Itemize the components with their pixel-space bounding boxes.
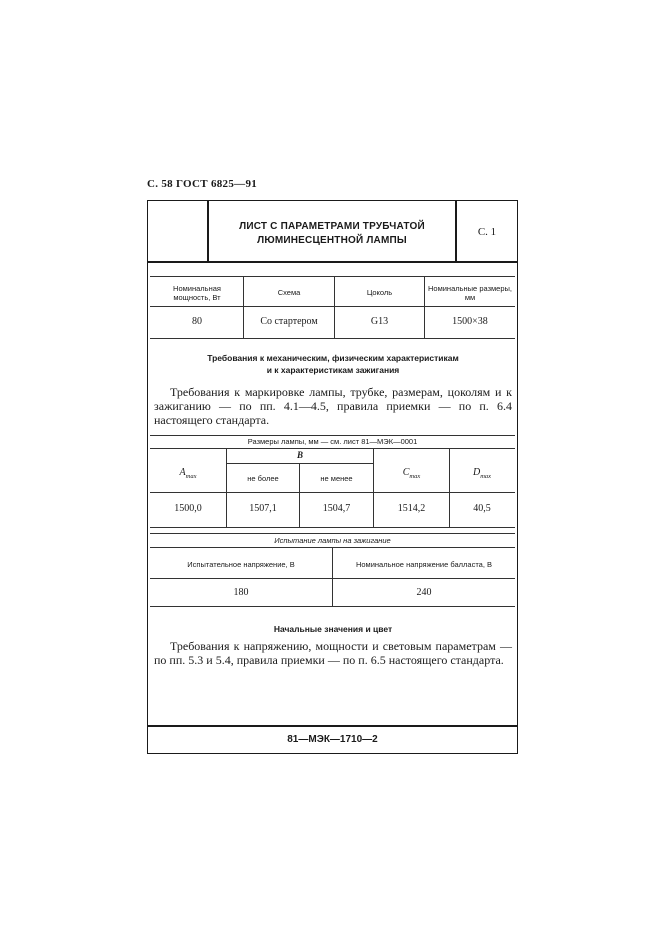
table2-cell-c: 1514,2: [397, 503, 426, 514]
section1-heading: [150, 352, 516, 376]
title-line-2: ЛЮМИНЕСЦЕНТНОЙ ЛАМПЫ: [257, 235, 407, 246]
table2-header-c-letter: C: [402, 467, 410, 478]
page-header: С. 58 ГОСТ 6825—91: [147, 178, 258, 190]
table1-header-base: Цоколь: [366, 288, 393, 297]
title-bottom-line: [147, 261, 518, 263]
footer-line: [147, 725, 518, 727]
table2-cell-b1: 1507,1: [249, 503, 277, 514]
table1-cell-power: 80: [192, 316, 202, 327]
document-title: [208, 220, 456, 248]
table3-header-ballast-voltage: Номинальное напряжение балласта, В: [355, 560, 493, 569]
table2-caption: Размеры лампы, мм — см. лист 81—МЭК—0001: [247, 437, 418, 446]
title-line-1: ЛИСТ С ПАРАМЕТРАМИ ТРУБЧАТОЙ: [239, 221, 425, 232]
table2-header-d-letter: D: [472, 467, 481, 478]
table2-header-d-sub: max: [480, 473, 492, 480]
table1-col-sep-2: [334, 276, 335, 338]
table1-top: [150, 276, 515, 277]
table3-bottom: [150, 606, 515, 607]
table1-header-size: Номинальные размеры, мм: [428, 284, 512, 302]
table2-cell-d: 40,5: [473, 503, 491, 514]
table2-header-d: [451, 467, 513, 480]
section1-paragraph: Требования к маркировке лампы, трубке, размерам, цоколям и к зажиганию — по пп. 4.1—4.5, правила приемки — по п. 6.4 настоящего стандарта.: [154, 385, 512, 427]
table3-top: [150, 533, 515, 534]
table3-caption: Испытание лампы на зажигание: [274, 536, 391, 545]
table2-col-sep-1: [226, 448, 227, 527]
table3-col-sep: [332, 547, 333, 606]
table2-header-a-sub: max: [185, 473, 197, 480]
table2-cell-a: 1500,0: [174, 503, 202, 514]
table2-bottom: [150, 527, 515, 528]
table2-col-sep-2: [299, 463, 300, 527]
section2-heading: Начальные значения и цвет: [273, 624, 393, 634]
sheet-number: С. 1: [477, 226, 497, 238]
table2-top: [150, 435, 515, 436]
table2-header-c-sub: max: [409, 473, 421, 480]
table1-header-power: Номинальная мощность, Вт: [173, 284, 221, 302]
table3-cell-ballast-voltage: 240: [416, 587, 432, 598]
table2-header-c: [375, 467, 448, 480]
table2-header-b2: не менее: [320, 474, 353, 483]
table1-bottom: [150, 338, 515, 339]
footer-code: 81—МЭК—1710—2: [287, 734, 378, 745]
table2-header-bottom: [150, 492, 515, 493]
table2-header-a-letter: A: [179, 467, 186, 478]
table2-header-b: [228, 450, 372, 460]
table3-cell-test-voltage: 180: [233, 587, 249, 598]
table3-header-test-voltage: Испытательное напряжение, В: [187, 560, 295, 569]
table1-cell-size: 1500×38: [452, 316, 488, 327]
table1-col-sep-3: [424, 276, 425, 338]
table2-header-a: [152, 467, 224, 480]
table1-col-sep-1: [243, 276, 244, 338]
table2-header-b-letter: B: [296, 450, 303, 460]
section1-heading-line-2: и к характеристикам зажигания: [266, 365, 400, 375]
section2-paragraph: Требования к напряжению, мощности и световым параметрам — по пп. 5.3 и 5.4, правила приемки — по п. 6.5 настоящего стандарта.: [154, 639, 512, 667]
table1-cell-scheme: Со стартером: [260, 316, 318, 327]
section1-heading-line-1: Требования к механическим, физическим характеристикам: [207, 353, 459, 363]
table1-header-scheme: Схема: [277, 288, 301, 297]
table2-col-sep-3: [373, 448, 374, 527]
table2-header-b1: не более: [247, 474, 279, 483]
table1-mid: [150, 306, 515, 307]
table1-cell-base: G13: [370, 316, 389, 327]
table2-caption-line: [150, 448, 515, 449]
table2-col-sep-4: [449, 448, 450, 527]
table2-cell-b2: 1504,7: [322, 503, 351, 514]
